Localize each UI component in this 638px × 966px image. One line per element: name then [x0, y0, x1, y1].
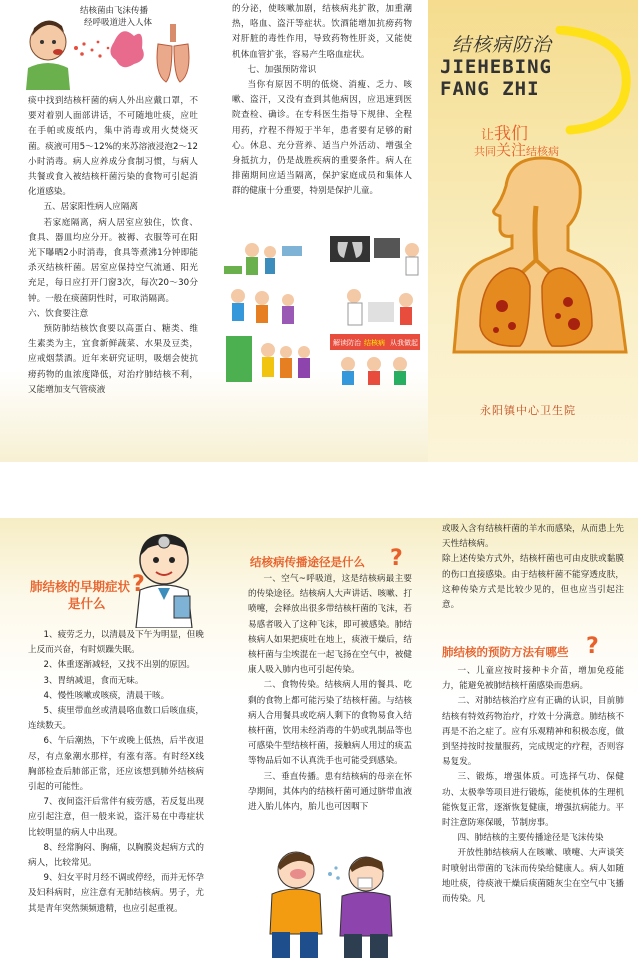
inner-panel-left	[0, 518, 218, 966]
section-heading-early-symptoms	[30, 578, 130, 612]
inner-panel-right	[428, 518, 638, 966]
inner-panel-middle	[218, 518, 428, 966]
paragraph: 当你有原因不明的低烧、消瘦、乏力、咳嗽、盗汗，又没有查到其他病因，应迅速到医院查检、确诊。在专科医生指导下规律、全程用药，疗程不得短于半年，患者要有足够的耐心。休息、充分营养、适当户外活动、增强全身抵抗力，仍是战胜疾病的重要条件。病人在排菌期间应适当隔离，保护家庭成员和集体人群的健康十分重要，特别是保护儿童。	[232, 80, 412, 197]
paragraph: 预防肺结核饮食要以高蛋白、糖类、维生素类为主，宜食新鲜蔬菜、水果及豆类，应戒烟禁酒。近年来研究证明，吸烟会使抗痨药物的血浓度降低，对治疗肺结核不利，又能增加支气管痰液	[28, 324, 198, 395]
heading-line-2: 是什么	[68, 596, 106, 611]
section-heading: 六、饮食要注意	[28, 308, 89, 319]
brochure-outer-side	[0, 0, 638, 462]
list-item: 3、胃纳减退，食而无味。	[43, 675, 144, 686]
early-symptoms-list	[28, 628, 204, 917]
section-heading: 七、加强预防常识	[247, 64, 317, 75]
paragraph: 二、食物传染。结核病人用的餐具、吃剩的食物上都可能污染了结核杆菌。与结核病人合用餐具或吃病人剩下的食物易食入结核杆菌，饮用未经消毒的牛奶或乳制品等也可感染牛型结核杆菌，接触病人用过的痰盂等物品后如不认真洗手也可能受到感染。	[248, 680, 412, 767]
brochure-inner-side	[0, 518, 638, 966]
poster-label-1: 解读防治	[333, 339, 361, 347]
cover-pinyin-line-2: FANG ZHI	[440, 78, 540, 100]
paragraph: 除上述传染方式外，结核杆菌也可由皮肤或黏膜的伤口直接感染。由于结核杆菌不能穿透皮肤，这种传染方式是比较少见的，但也应当引起注意。	[442, 554, 624, 611]
transmission-text-continued	[442, 522, 624, 613]
paragraph: 一、儿童应按时接种卡介苗，增加免疫能力，能避免被肺结核杆菌感染而患病。	[442, 666, 624, 692]
section-heading-prevention: 肺结核的预防方法有哪些	[442, 645, 569, 659]
question-mark-icon: ?	[132, 572, 145, 597]
list-item: 2、体重逐渐减轻，又找不出别的原因。	[43, 660, 196, 671]
question-mark-icon: ?	[586, 634, 599, 659]
section-heading-transmission: 结核病传播途径是什么	[250, 555, 365, 569]
question-mark-icon: ?	[390, 546, 403, 571]
cover-pinyin-line-1: JIEHEBING	[440, 56, 552, 78]
paragraph: 若家庭隔离，病人居室应独住，饮食、食具、器皿均应分开。被褥、衣服等可在阳光下曝晒2小时消毒，食具等煮沸1分钟即能杀灭结核杆菌。居室应保持空气流通、阳光充足，每日应打开门窗3次，每次20～30分钟。一般在痰菌阴性时，可取消隔离。	[28, 217, 198, 304]
slogan-text-large: 关注	[496, 141, 527, 159]
sneezing-people-illustration	[258, 844, 408, 962]
paragraph: 三、锻炼，增强体质。可选择气功、保健功、太极拳等项目进行锻炼，能使机体的生理机能恢复正常，逐渐恢复健康，增强抗病能力。平时注意防寒保暖，节制房事。	[442, 772, 624, 829]
paragraph: 一、空气~呼吸道，这是结核病最主要的传染途径。结核病人大声讲话、咳嗽、打喷嚏，会释放出很多带结核杆菌的飞沫，若易感者吸入了这种飞沫，即可被感染。肺结核病人如果把痰吐在地上，痰液干燥后，结核杆菌与尘埃混在一起飞扬在空气中，被健康人吸入肺内也可引起传染。	[248, 574, 412, 676]
section-heading: 五、居家阳性病人应隔离	[43, 202, 139, 213]
droplet-transmission-illustration	[18, 2, 204, 90]
paragraph: 开放性肺结核病人在咳嗽、喷嚏、大声谈笑时喷射出带菌的飞沫而传染给健康人。病人如随地吐痰，待痰液干燥后痰菌随灰尘在空气中飞播而传染。凡	[442, 848, 624, 905]
poster-label-3: 从我做起	[390, 339, 418, 347]
list-item: 5、痰里带血丝或清晨咯血数口后咳血痰，连续数天。	[28, 706, 204, 732]
illustration-caption-2: 经呼吸道进入人体	[84, 18, 153, 28]
paragraph: 二、对肺结核治疗应有正确的认识，目前肺结核有特效药物治疗，疗效十分满意。肺结核不再是不治之症了。应有乐观精神和积极态度，做到坚持按时按量服药，完成规定的疗程，否则容易复发。	[442, 696, 624, 768]
list-item: 4、慢性咳嗽或咳痰，清晨干咳。	[43, 690, 170, 701]
list-item: 8、经常胸闷、胸痛，以胸膜炎起病方式的病人，比较常见。	[28, 842, 204, 869]
outer-left-text	[28, 94, 198, 398]
hospital-name: 永阳镇中心卫生院	[480, 404, 576, 417]
slogan-text: 结核病	[526, 145, 560, 158]
paragraph: 痰中找到结核杆菌的病人外出应戴口罩，不要对着别人面部讲话，不可随地吐痰，应吐在手帕或废纸内，集中消毒或用火焚烧灭菌。痰液可用5～12%的来苏溶液浸泡2～12小时消毒。病人应养成分食制习惯，与病人共餐或食入被结核杆菌污染的食物可引起消化道感染。	[28, 96, 198, 198]
list-item: 7、夜间盗汗后常伴有疲劳感，若反复出现应引起注意，但一般来说，盗汗易在中毒症状比较明显的病人中出现。	[28, 797, 204, 838]
list-item: 6、午后潮热，下午或晚上低热，后半夜退尽，有点象潮水那样，有涨有落。有时经X线胸部检查后肺部正常，还应该想到肺外结核病引起的可能性。	[28, 736, 204, 793]
prevention-cartoons-illustration	[222, 236, 426, 386]
cover-slogan-line-2	[474, 139, 559, 160]
yellow-arc-decoration	[550, 26, 636, 136]
poster-label-2: 结核病	[364, 339, 385, 347]
human-lungs-illustration	[450, 156, 630, 356]
slogan-text: 让	[481, 128, 495, 143]
heading-line-1: 肺结核的早期症状	[30, 579, 131, 594]
illustration-caption-1: 结核菌由飞沫传播	[80, 6, 149, 16]
slogan-text-large: 我们	[494, 124, 529, 144]
paragraph: 四、肺结核的主要传播途径是飞沫传染	[457, 833, 604, 844]
list-item: 9、妇女平时月经不调或停经，而并无怀孕及妇科病时，应注意有无肺结核病。男子，尤其是青年突然频频遗精，也应引起重视。	[28, 873, 204, 914]
list-item: 1、疲劳乏力，以清晨及下午为明显，但晚上反而兴奋，有时烦躁失眠。	[28, 630, 204, 656]
outer-panel-middle	[218, 0, 428, 462]
prevention-text	[442, 664, 624, 907]
paragraph: 三、垂直传播。患有结核病的母亲在怀孕期间，其体内的结核杆菌可通过脐带血液进入胎儿体内，胎儿也可因咽下	[248, 771, 412, 813]
outer-middle-text	[232, 2, 412, 200]
paragraph: 的分泌，使咳嗽加剧，结核病兆扩散，加重潮热，咯血、盗汗等症状。饮酒能增加抗痨药物对肝脏的毒性作用，导致药物性肝炎，又能使机体血管扩张，容易产生咯血症状。	[232, 4, 412, 60]
paragraph: 或吸入含有结核杆菌的羊水而感染，从而患上先天性结核病。	[442, 524, 624, 550]
transmission-text	[248, 572, 412, 815]
slogan-text: 共同	[474, 145, 496, 158]
page-separator	[0, 462, 638, 518]
cover-title: 结核病防治	[452, 34, 553, 56]
outer-panel-left	[0, 0, 218, 462]
